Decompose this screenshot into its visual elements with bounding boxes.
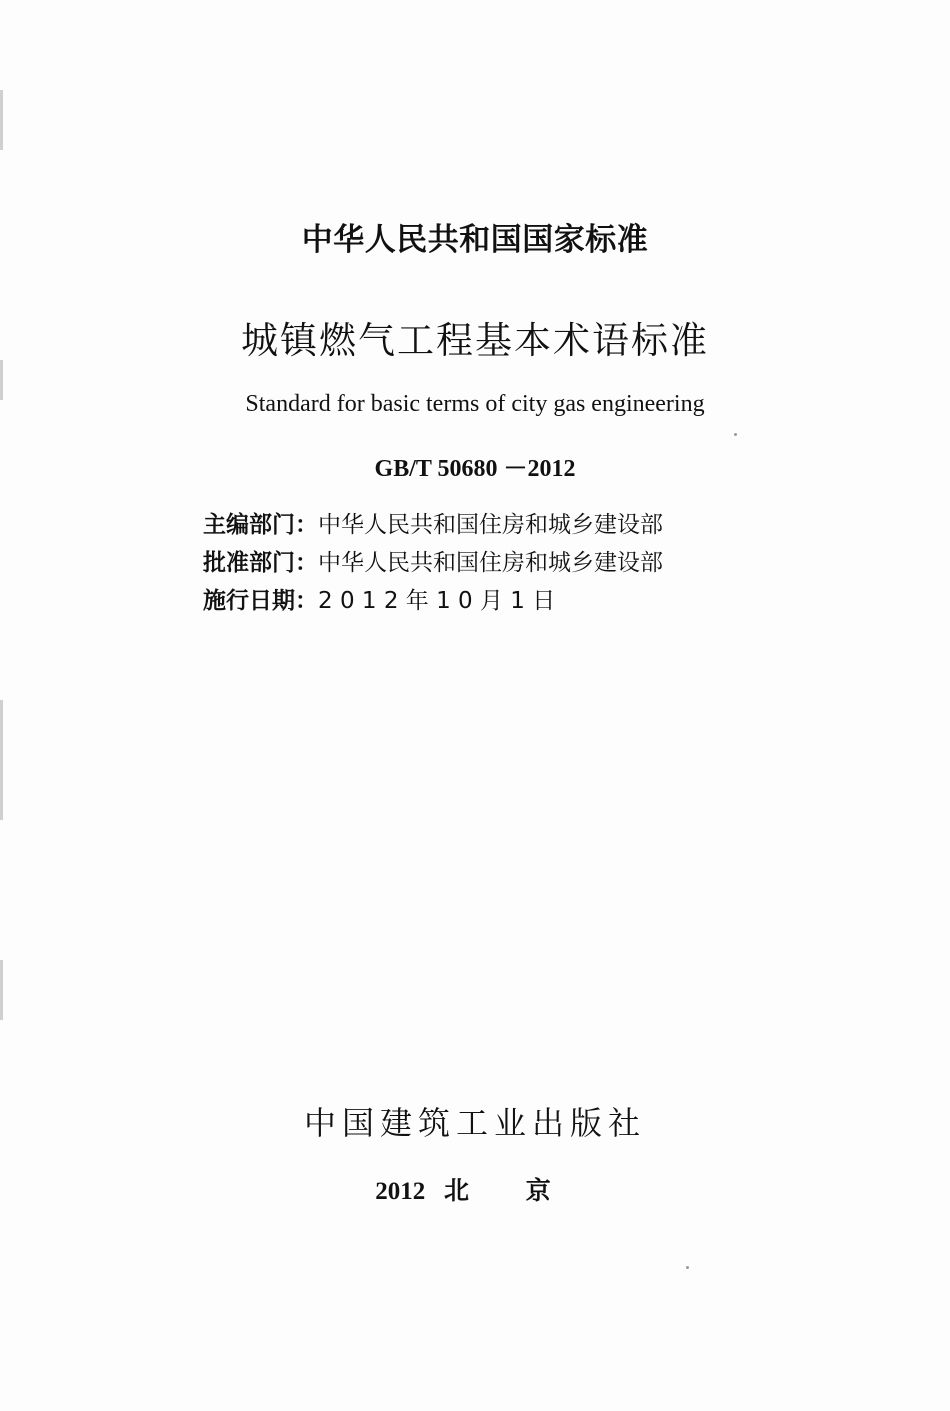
detail-value: 2 0 1 2 年 1 0 月 1 日: [318, 588, 556, 614]
detail-row-editor: [203, 511, 743, 539]
scan-edge-mark: [0, 90, 3, 150]
detail-label: 施行日期：: [203, 588, 318, 614]
document-title-cn: 城镇燃气工程基本术语标准: [241, 319, 709, 362]
detail-label: 主编部门：: [203, 512, 318, 538]
standard-series-heading: 中华人民共和国国家标准: [301, 222, 649, 258]
scan-edge-mark: [0, 700, 3, 820]
standard-code: GB/T 50680 －2012: [374, 456, 576, 482]
detail-row-effective-date: [203, 587, 743, 615]
scan-edge-mark: [0, 960, 3, 1020]
scan-speck: [686, 1266, 689, 1269]
publication-line: [0, 1171, 950, 1207]
detail-value: 中华人民共和国住房和城乡建设部: [318, 550, 663, 576]
detail-value: 中华人民共和国住房和城乡建设部: [318, 512, 663, 538]
detail-label: 批准部门：: [203, 550, 318, 576]
detail-row-approver: [203, 549, 743, 577]
scan-speck: [734, 433, 737, 436]
publication-year: 2012: [375, 1178, 426, 1205]
publisher-name: 中国建筑工业出版社: [303, 1104, 646, 1142]
publication-city: 北 京: [444, 1176, 575, 1205]
document-title-en: Standard for basic terms of city gas engineering: [245, 391, 705, 417]
